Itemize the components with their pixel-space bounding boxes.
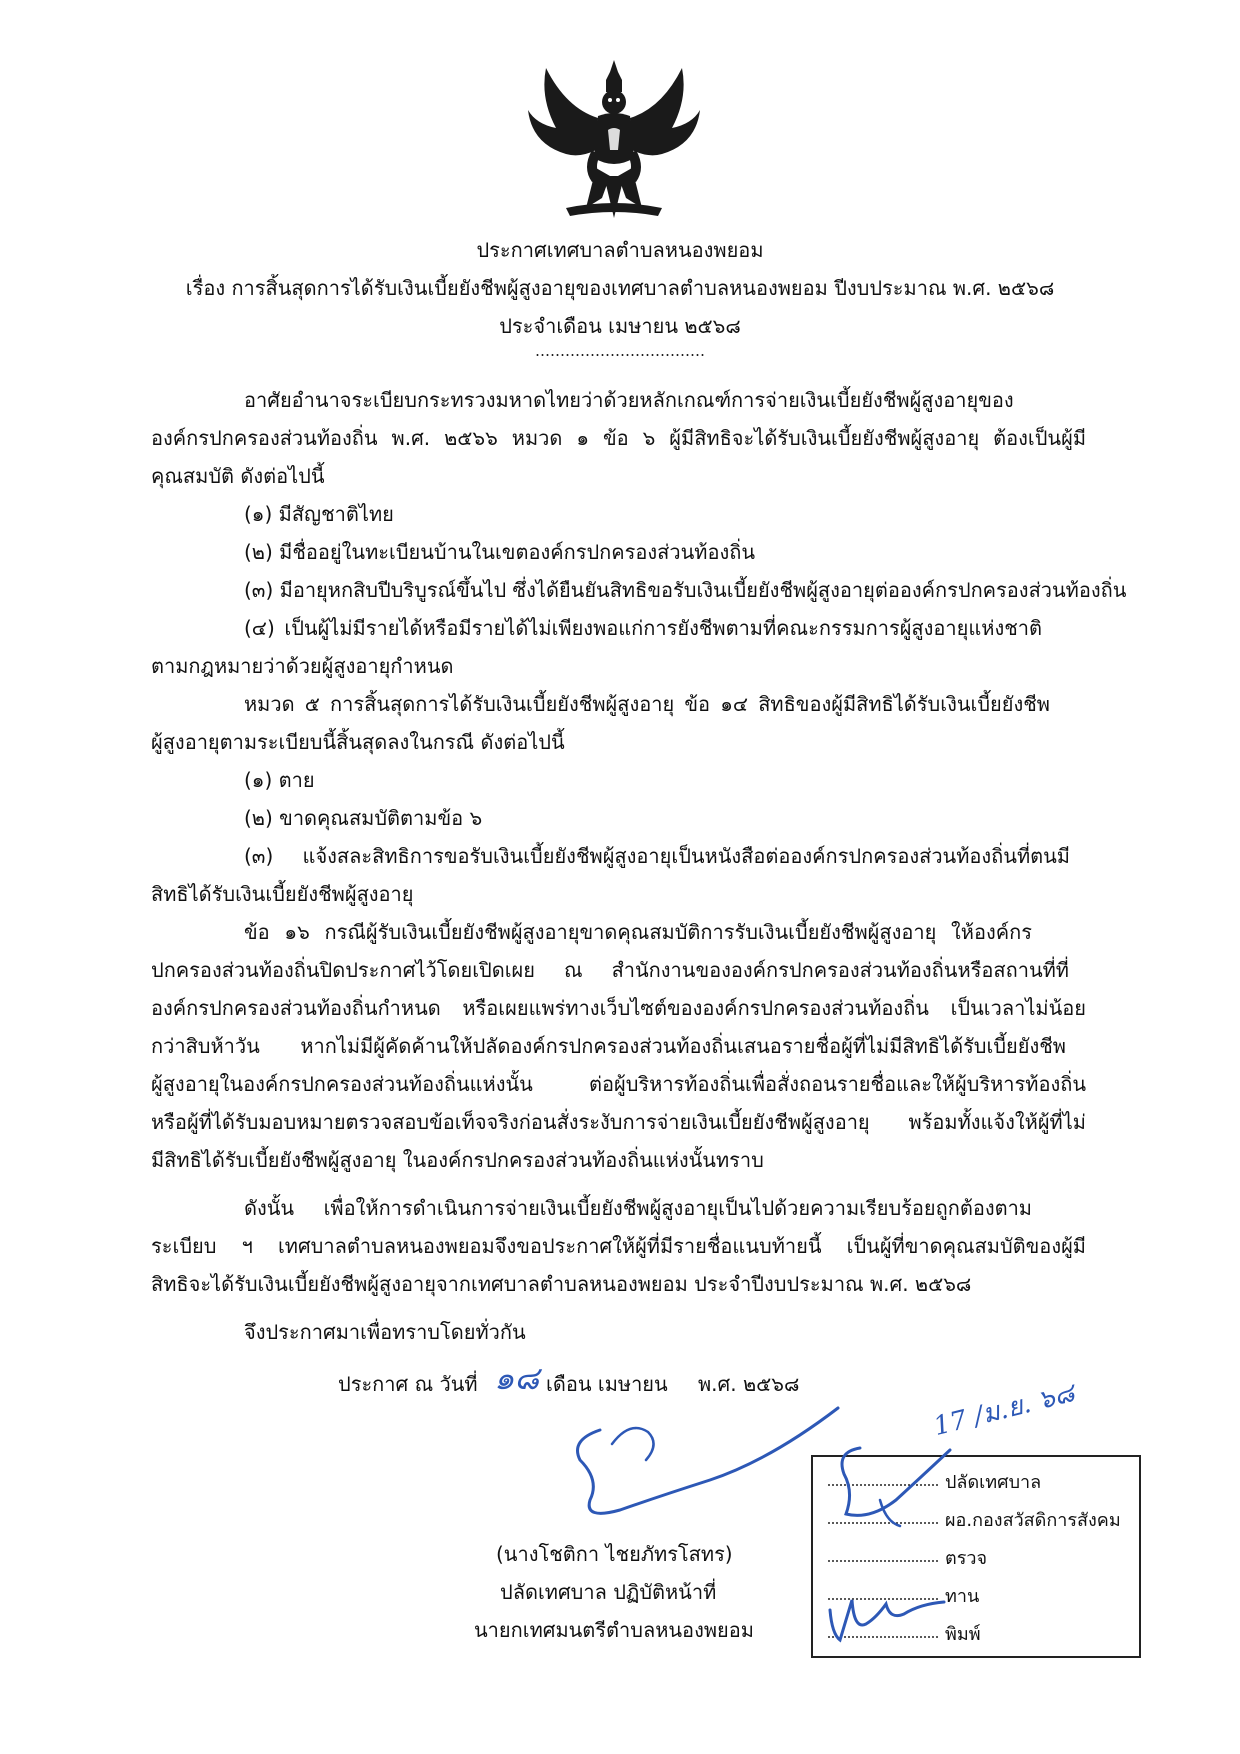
- date-year: พ.ศ. ๒๕๖๘: [698, 1372, 800, 1396]
- heading-separator: [535, 354, 705, 356]
- termination-item: (๒) ขาดคุณสมบัติตามข้อ ๖: [244, 806, 483, 830]
- qualification-item: (๔) เป็นผู้ไม่มีรายได้หรือมีรายได้ไม่เพียงพอแก่การยังชีพตามที่คณะกรรมการผู้สูงอายุแห่งชาติ: [244, 616, 1042, 640]
- paragraph-line: หรือผู้ที่ได้รับมอบหมายตรวจสอบข้อเท็จจริงก่อนสั่งระงับการจ่ายเงินเบี้ยยังชีพผู้สูงอายุ พร้อมทั้งแจ้งให้ผู้ที่ไม่: [151, 1110, 1086, 1134]
- paragraph-line: อาศัยอำนาจระเบียบกระทรวงมหาดไทยว่าด้วยหลักเกณฑ์การจ่ายเงินเบี้ยยังชีพผู้สูงอายุของ: [244, 388, 1014, 412]
- handwritten-box-date: 17 /ม.ย. ๖๘: [930, 1378, 1078, 1442]
- paragraph-line: องค์กรปกครองส่วนท้องถิ่น พ.ศ. ๒๕๖๖ หมวด ๑ ข้อ ๖ ผู้มีสิทธิจะได้รับเงินเบี้ยยังชีพผู้สูงอายุ ต้องเป็นผู้มี: [151, 426, 1086, 450]
- paragraph-line: องค์กรปกครองส่วนท้องถิ่นกำหนด หรือเผยแพร่ทางเว็บไซต์ขององค์กรปกครองส่วนท้องถิ่น เป็นเวลาไม่น้อย: [151, 996, 1086, 1020]
- approval-row: ทาน: [827, 1585, 979, 1609]
- paragraph-line: คุณสมบัติ ดังต่อไปนี้: [151, 464, 325, 488]
- paragraph-line: สิทธิจะได้รับเงินเบี้ยยังชีพผู้สูงอายุจากเทศบาลตำบลหนองพยอม ประจำปีงบประมาณ พ.ศ. ๒๕๖๘: [151, 1272, 972, 1296]
- approval-row: พิมพ์: [827, 1623, 981, 1647]
- approval-row: ตรวจ: [827, 1547, 987, 1571]
- paragraph-line: หมวด ๕ การสิ้นสุดการได้รับเงินเบี้ยยังชีพผู้สูงอายุ ข้อ ๑๔ สิทธิของผู้มีสิทธิได้รับเงินเบี้ยยังชีพ: [244, 692, 1050, 716]
- date-prefix: ประกาศ ณ วันที่: [338, 1372, 478, 1396]
- announcement-title: ประกาศเทศบาลตำบลหนองพยอม: [476, 238, 764, 262]
- qualification-item: (๓) มีอายุหกสิบปีบริบูรณ์ขึ้นไป ซึ่งได้ยืนยันสิทธิขอรับเงินเบี้ยยังชีพผู้สูงอายุต่อองค์กรปกครองส่วนท้องถิ่น: [244, 578, 1127, 602]
- approval-row: ผอ.กองสวัสดิการสังคม: [827, 1509, 1121, 1533]
- approval-row: ปลัดเทศบาล: [827, 1471, 1041, 1495]
- paragraph-line: ระเบียบ ฯ เทศบาลตำบลหนองพยอมจึงขอประกาศให้ผู้ที่มีรายชื่อแนบท้ายนี้ เป็นผู้ที่ขาดคุณสมบัติของผู้มี: [151, 1234, 1086, 1258]
- paragraph-line: ผู้สูงอายุตามระเบียบนี้สิ้นสุดลงในกรณี ดังต่อไปนี้: [151, 730, 565, 754]
- paragraph-line: ข้อ ๑๖ กรณีผู้รับเงินเบี้ยยังชีพผู้สูงอายุขาดคุณสมบัติการรับเงินเบี้ยยังชีพผู้สูงอายุ ให้องค์กร: [244, 920, 1032, 944]
- signer-name: (นางโชติกา ไชยภัทรโสทร): [496, 1542, 733, 1566]
- qualification-item: (๑) มีสัญชาติไทย: [244, 502, 394, 526]
- signer-position: ปลัดเทศบาล ปฏิบัติหน้าที่: [500, 1580, 717, 1604]
- paragraph-line: ปกครองส่วนท้องถิ่นปิดประกาศไว้โดยเปิดเผย ณ สำนักงานขององค์กรปกครองส่วนท้องถิ่นหรือสถานที่ที่: [151, 958, 1069, 982]
- paragraph-line: มีสิทธิได้รับเบี้ยยังชีพผู้สูงอายุ ในองค์กรปกครองส่วนท้องถิ่นแห่งนั้นทราบ: [151, 1148, 764, 1172]
- date-month: เดือน เมษายน: [546, 1372, 668, 1396]
- garuda-emblem-icon: [526, 58, 702, 226]
- termination-item: สิทธิได้รับเงินเบี้ยยังชีพผู้สูงอายุ: [151, 882, 414, 906]
- paragraph-line: ผู้สูงอายุในองค์กรปกครองส่วนท้องถิ่นแห่งนั้น ต่อผู้บริหารท้องถิ่นเพื่อสั่งถอนรายชื่อและให้ผู้บริหารท้องถิ่น: [151, 1072, 1086, 1096]
- signature-image: [560, 1400, 850, 1540]
- termination-item: (๑) ตาย: [244, 768, 315, 792]
- announcement-subject: เรื่อง การสิ้นสุดการได้รับเงินเบี้ยยังชีพผู้สูงอายุของเทศบาลตำบลหนองพยอม ปีงบประมาณ พ.ศ. ๒๕๖๘: [185, 276, 1055, 300]
- announcement-month: ประจำเดือน เมษายน ๒๕๖๘: [499, 314, 741, 338]
- handwritten-day: ๑๘: [494, 1359, 539, 1397]
- paragraph-line: ดังนั้น เพื่อให้การดำเนินการจ่ายเงินเบี้ยยังชีพผู้สูงอายุเป็นไปด้วยความเรียบร้อยถูกต้องตาม: [244, 1196, 1032, 1220]
- qualification-item: ตามกฎหมายว่าด้วยผู้สูงอายุกำหนด: [151, 654, 454, 678]
- initials-image: [820, 1580, 960, 1650]
- paragraph-line: กว่าสิบห้าวัน หากไม่มีผู้คัดค้านให้ปลัดองค์กรปกครองส่วนท้องถิ่นเสนอรายชื่อผู้ที่ไม่มีสิทธิได้รับเบี้ยยังชีพ: [151, 1034, 1066, 1058]
- termination-item: (๓) แจ้งสละสิทธิการขอรับเงินเบี้ยยังชีพผู้สูงอายุเป็นหนังสือต่อองค์กรปกครองส่วนท้องถิ่นที่ตนมี: [244, 844, 1070, 868]
- closing-line: จึงประกาศมาเพื่อทราบโดยทั่วกัน: [244, 1320, 526, 1344]
- signer-title: นายกเทศมนตรีตำบลหนองพยอม: [474, 1618, 754, 1642]
- initials-image: [830, 1430, 960, 1540]
- qualification-item: (๒) มีชื่ออยู่ในทะเบียนบ้านในเขตองค์กรปกครองส่วนท้องถิ่น: [244, 540, 756, 564]
